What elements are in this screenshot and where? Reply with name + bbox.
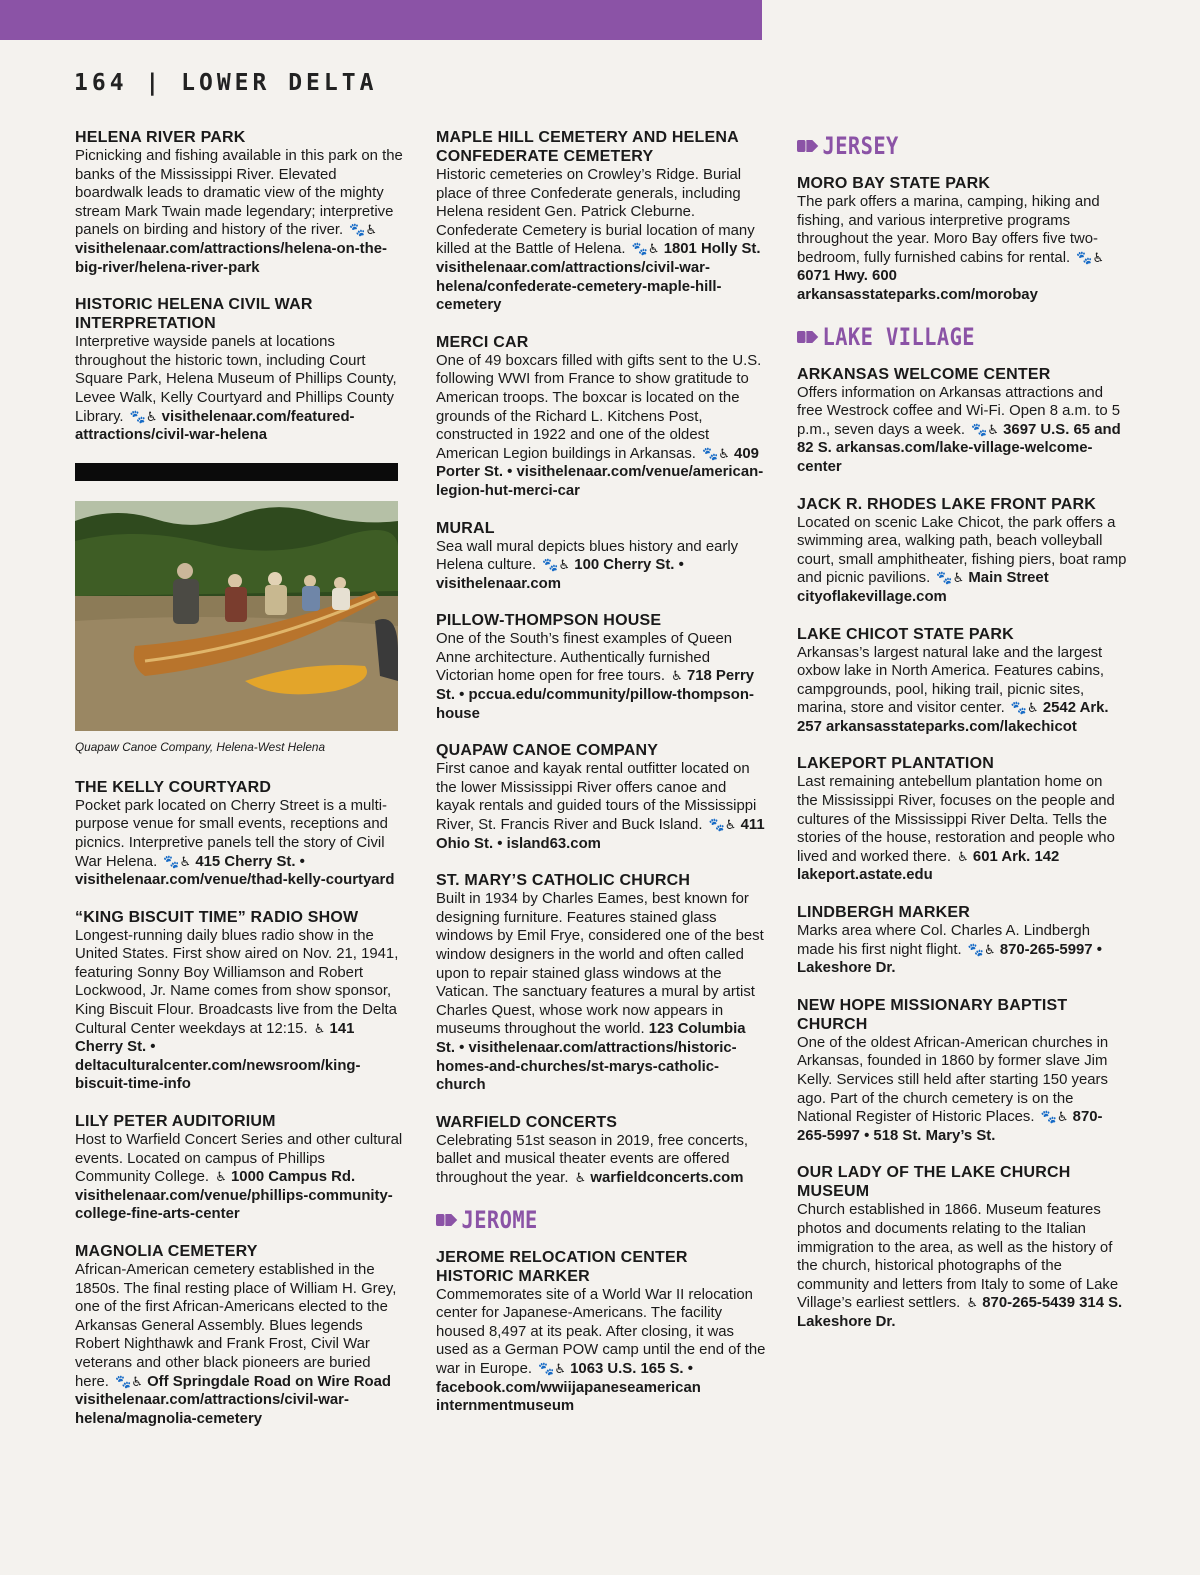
listing-address-link[interactable]: 100 Cherry St. • visithelenaar.com — [436, 557, 684, 592]
listing-body — [75, 333, 403, 445]
listing-description: Marks area where Col. Charles A. Lindbergh made his first night flight. — [797, 923, 1090, 958]
listing-title: ARKANSAS WELCOME CENTER — [797, 365, 1051, 383]
listing-address-link[interactable]: 1063 U.S. 165 S. • facebook.com/wwiijapaneseamerican internmentmuseum — [436, 1360, 701, 1415]
black-divider-bar — [75, 463, 398, 481]
entry-list — [75, 778, 403, 1429]
listing-address-link[interactable]: 1801 Holly St. visithelenaar.com/attractions/civil-war-helena/confederate-cemetery-maple-hill-cemetery — [436, 241, 761, 314]
amenity-icons: ♿ — [966, 1295, 979, 1311]
listing-body — [436, 1286, 766, 1416]
listing-address-link[interactable]: 411 Ohio St. • island63.com — [436, 817, 765, 852]
town-name: LAKE VILLAGE — [822, 322, 975, 351]
listing-entry — [75, 778, 403, 890]
listing-address-link[interactable]: 123 Columbia St. • visithelenaar.com/attractions/historic-homes-and-churches/st-marys-catholic-church — [436, 1021, 746, 1094]
amenity-icons: 🐾♿ — [967, 941, 996, 957]
column-3 — [797, 128, 1127, 1350]
entry-list — [797, 174, 1127, 305]
listing-address-link[interactable]: 141 Cherry St. • deltaculturalcenter.com/newsroom/king-biscuit-time-info — [75, 1020, 361, 1093]
entry-list — [436, 128, 766, 1188]
amenity-icons: 🐾♿ — [115, 1373, 143, 1389]
amenity-icons: 🐾♿ — [1010, 700, 1039, 716]
amenity-icons: ♿ — [957, 848, 969, 864]
amenity-icons: 🐾♿ — [538, 1360, 566, 1376]
listing-entry — [75, 295, 403, 445]
listing-entry — [75, 128, 403, 277]
listing-entry — [436, 1248, 766, 1416]
arrow-icon — [797, 329, 819, 345]
amenity-icons: 🐾♿ — [129, 408, 158, 424]
town-name: JEROME — [461, 1205, 538, 1234]
amenity-icons: 🐾♿ — [349, 222, 378, 238]
amenity-icons: 🐾♿ — [542, 557, 571, 573]
amenity-icons: 🐾♿ — [631, 241, 660, 257]
header-color-bar — [0, 0, 762, 40]
town-heading-lake-village — [797, 323, 1078, 351]
listing-description: Picnicking and fishing available in this park on the banks of the Mississippi River. Elevated boardwalk leads to dramatic view of the mighty stream Mark Twain made legendary; interpretive panels on birding and history of the river. — [75, 148, 403, 239]
column-1 — [75, 128, 403, 1446]
listing-title: HELENA RIVER PARK — [75, 129, 246, 146]
listing-body — [797, 644, 1127, 737]
listing-entry — [797, 754, 1127, 885]
header-separator: | — [145, 70, 164, 96]
listing-title: MERCI CAR — [436, 333, 529, 351]
listing-address-link[interactable]: visithelenaar.com/attractions/helena-on-the-big-river/helena-river-park — [75, 240, 387, 276]
listing-description: Pocket park located on Cherry Street is a multi-purpose venue for small events, receptions and picnics. Interpretive panels tell the story of Civil War Helena. — [75, 797, 388, 870]
listing-description: Sea wall mural depicts blues history and early Helena culture. — [436, 538, 739, 574]
listing-address-link[interactable]: 870-265-5997 • 518 St. Mary’s St. — [797, 1109, 1103, 1144]
listing-title: LAKE CHICOT STATE PARK — [797, 625, 1014, 643]
listing-title: MAGNOLIA CEMETERY — [75, 1243, 258, 1260]
listing-address-link[interactable]: 409 Porter St. • visithelenaar.com/venue/american-legion-hut-merci-car — [436, 445, 764, 499]
photo-caption: Quapaw Canoe Company, Helena-West Helena — [75, 739, 326, 754]
listing-description: Last remaining antebellum plantation home on the Mississippi River, focuses on the people and cultures of the Mississippi River Delta. Tells the stories of the house, restoration and people who lived and worked there. — [797, 774, 1115, 865]
listing-address-link[interactable]: 601 Ark. 142 lakeport.astate.edu — [797, 848, 1060, 884]
listing-entry — [75, 1242, 403, 1428]
amenity-icons: 🐾♿ — [1040, 1109, 1069, 1125]
listing-address-link[interactable]: 6071 Hwy. 600 arkansasstateparks.com/morobay — [797, 268, 1038, 303]
listing-entry — [797, 365, 1127, 477]
listing-address-link[interactable]: 1000 Campus Rd. visithelenaar.com/venue/phillips-community-college-fine-arts-center — [75, 1169, 393, 1223]
listing-address-link[interactable]: 415 Cherry St. • visithelenaar.com/venue/thad-kelly-courtyard — [75, 853, 395, 889]
listing-address-link[interactable]: warfieldconcerts.com — [590, 1169, 744, 1186]
listing-body — [75, 797, 403, 890]
listing-description: First canoe and kayak rental outfitter located on the lower Mississippi River offers canoe and kayak rentals and guided tours of the Mississippi River, St. Francis River and Buck Island. — [436, 761, 757, 834]
listing-body — [436, 890, 766, 1095]
listing-entry — [436, 741, 766, 853]
listing-body — [797, 1034, 1127, 1146]
town-name: JERSEY — [822, 132, 899, 160]
listing-title: WARFIELD CONCERTS — [436, 1113, 618, 1131]
column-2 — [436, 128, 766, 1434]
listing-entry — [436, 128, 766, 315]
listing-title: JACK R. RHODES LAKE FRONT PARK — [797, 495, 1097, 513]
listing-description: One of the oldest African-American churches in Arkansas, founded in 1860 by former slave Jim Kelly. Services still held after starting 150 years ago. Part of the church cemetery is on the National Register of Historic Places. — [797, 1034, 1109, 1126]
listing-body — [75, 147, 403, 277]
listing-body — [436, 760, 766, 853]
listing-description: Celebrating 51st season in 2019, free concerts, ballet and musical theater events are offered throughout the year. — [436, 1132, 749, 1186]
listing-title: OUR LADY OF THE LAKE CHURCH MUSEUM — [797, 1164, 1071, 1201]
listing-description: Interpretive wayside panels at locations throughout the historic town, including Court Square Park, Helena Museum of Phillips County, Levee Walk, Kelly Courtyard and Phillips County Library. — [75, 334, 397, 425]
listing-entry — [75, 908, 403, 1094]
listing-title: THE KELLY COURTYARD — [75, 778, 272, 796]
listing-description: African-American cemetery established in the 1850s. The final resting place of William H. Grey, one of the first African-Americans elected to the Arkansas General Assembly. Blues legends Robert Nighthawk and Frank Frost, Civil War veterans and other black pioneers are buried here. — [75, 1262, 397, 1390]
listing-title: MORO BAY STATE PARK — [797, 175, 991, 192]
arrow-icon — [797, 138, 819, 154]
listing-address-link[interactable]: 870-265-5439 314 S. Lakeshore Dr. — [797, 1295, 1123, 1330]
listing-entry — [436, 871, 766, 1095]
page-number: 164 — [74, 70, 128, 96]
listing-address-link[interactable]: visithelenaar.com/featured-attractions/civil-war-helena — [75, 408, 355, 444]
listing-entry — [75, 1112, 403, 1224]
town-heading-jerome — [436, 1206, 717, 1234]
amenity-icons: ♿ — [313, 1020, 326, 1036]
amenity-icons: 🐾♿ — [702, 445, 730, 461]
amenity-icons: 🐾♿ — [936, 570, 965, 586]
listing-title: QUAPAW CANOE COMPANY — [436, 742, 659, 760]
listing-body — [75, 927, 403, 1094]
listing-title: ST. MARY’S CATHOLIC CHURCH — [436, 872, 691, 890]
section-title: LOWER DELTA — [181, 70, 378, 96]
listing-description: Built in 1934 by Charles Eames, best known for designing furniture. Features stained glass windows by Emil Frye, considered one of the best window designers in the world and often called upon to repair stained glass windows at the Vatican. The sanctuary features a mural by artist Charles Quest, whose work now appears in museums throughout the world. — [436, 891, 764, 1038]
listing-description: Arkansas’s largest natural lake and the largest oxbow lake in North America. Features cabins, campgrounds, pool, hiking trail, picnic sites, marina, store and visitor center. — [797, 644, 1105, 717]
listing-description: Longest-running daily blues radio show in the United States. First show aired on Nov. 21, 1941, featuring Sonny Boy Williamson and Robert Lockwood, Jr. Name comes from show sponsor, King Biscuit Flour. Broadcasts live from the Delta Cultural Center weekdays at 12:15. — [75, 927, 399, 1037]
listing-address-link[interactable]: 2542 Ark. 257 arkansasstateparks.com/lakechicot — [797, 700, 1109, 735]
page-header — [74, 70, 377, 96]
listing-description: Historic cemeteries on Crowley’s Ridge. Burial place of three Confederate generals, including Helena resident Gen. Patrick Cleburne. Confederate Cemetery is burial location of many killed at the Battle of Helena. — [436, 167, 755, 258]
listing-description: One of the South’s finest examples of Queen Anne architecture. Authentically furnished Victorian home open for free tours. — [436, 631, 733, 685]
listing-entry — [797, 996, 1127, 1146]
listing-body — [797, 922, 1127, 978]
listing-body — [75, 1131, 403, 1224]
listing-body — [436, 630, 766, 723]
listing-body — [436, 352, 766, 501]
amenity-icons: 🐾♿ — [971, 421, 999, 437]
arrow-icon — [436, 1212, 458, 1228]
listing-description: Commemorates site of a World War II relocation center for Japanese-Americans. The facility housed 8,497 at its peak. After closing, it was used as a German POW camp until the end of the war in Europe. — [436, 1286, 766, 1377]
listing-description: Church established in 1866. Museum features photos and documents relating to the Italian immigration to the area, as well as the history of the church, historical photographs of the community and letters from Italy to some of Lake Village’s earliest settlers. — [797, 1202, 1119, 1312]
listing-entry — [436, 519, 766, 594]
listing-description: One of 49 boxcars filled with gifts sent to the U.S. following WWI from France to show gratitude to American troops. The boxcar is located on the grounds of the Richard L. Kitchens Post, constructed in 1922 and one of the oldest American Legion buildings in Arkansas. — [436, 352, 762, 462]
listing-body — [75, 1261, 403, 1428]
listing-entry — [797, 174, 1127, 305]
listing-body — [436, 538, 766, 594]
listing-title: MAPLE HILL CEMETERY AND HELENA CONFEDERATE CEMETERY — [436, 129, 739, 165]
listing-entry — [436, 611, 766, 723]
listing-description: Located on scenic Lake Chicot, the park offers a swimming area, walking path, beach volleyball court, small amphitheater, fishing piers, boat ramp and picnic pavilions. — [797, 514, 1127, 587]
town-heading-jersey — [797, 132, 1078, 160]
listing-title: PILLOW-THOMPSON HOUSE — [436, 612, 662, 630]
amenity-icons: ♿ — [574, 1169, 587, 1185]
listing-title: LILY PETER AUDITORIUM — [75, 1113, 276, 1131]
listing-body — [797, 773, 1127, 885]
listing-title: HISTORIC HELENA CIVIL WAR INTERPRETATION — [75, 296, 313, 333]
listing-address-link[interactable]: 3697 U.S. 65 and 82 S. arkansas.com/lake-village-welcome-center — [797, 421, 1121, 475]
listing-body — [797, 384, 1127, 477]
listing-title: “KING BISCUIT TIME” RADIO SHOW — [75, 908, 359, 926]
amenity-icons: ♿ — [671, 668, 683, 684]
listing-title: MURAL — [436, 519, 495, 537]
amenity-icons: 🐾♿ — [1076, 249, 1105, 265]
listing-body — [797, 193, 1127, 305]
listing-entry — [436, 333, 766, 501]
amenity-icons: 🐾♿ — [708, 817, 737, 833]
listing-address-link[interactable]: Main Street cityoflakevillage.com — [797, 570, 1049, 605]
listing-title: LAKEPORT PLANTATION — [797, 755, 994, 773]
listing-body — [436, 166, 766, 315]
canoe-photo — [75, 501, 398, 731]
listing-address-link[interactable]: Off Springdale Road on Wire Road visithelenaar.com/attractions/civil-war-helena/magnolia-cemetery — [75, 1373, 391, 1427]
amenity-icons: 🐾♿ — [163, 853, 192, 869]
listing-entry — [797, 495, 1127, 607]
listing-entry — [797, 1163, 1127, 1331]
listing-description: The park offers a marina, camping, hiking and fishing, and various interpretive programs throughout the year. Moro Bay offers five two-bedroom, fully furnished cabins for rental. — [797, 194, 1100, 266]
entry-list — [797, 365, 1127, 1332]
listing-entry — [797, 903, 1127, 978]
listing-body — [797, 1201, 1127, 1331]
listing-address-link[interactable]: 870-265-5997 • Lakeshore Dr. — [797, 941, 1102, 977]
listing-entry — [436, 1113, 766, 1188]
amenity-icons: ♿ — [215, 1169, 227, 1185]
listing-description: Offers information on Arkansas attractions and free Westrock coffee and Wi-Fi. Open 8 a.m. to 5 p.m., seven days a week. — [797, 384, 1121, 438]
listing-title: JEROME RELOCATION CENTER HISTORIC MARKER — [436, 1248, 688, 1285]
listing-description: Host to Warfield Concert Series and other cultural events. Located on campus of Phillips Community College. — [75, 1132, 403, 1186]
listing-body — [797, 514, 1127, 607]
entry-list — [436, 1248, 766, 1416]
listing-address-link[interactable]: 718 Perry St. • pccua.edu/community/pillow-thompson-house — [436, 668, 755, 722]
listing-body — [436, 1132, 766, 1188]
entry-list — [75, 128, 403, 445]
listing-entry — [797, 625, 1127, 737]
listing-title: LINDBERGH MARKER — [797, 904, 970, 922]
listing-title: NEW HOPE MISSIONARY BAPTIST CHURCH — [797, 996, 1068, 1033]
